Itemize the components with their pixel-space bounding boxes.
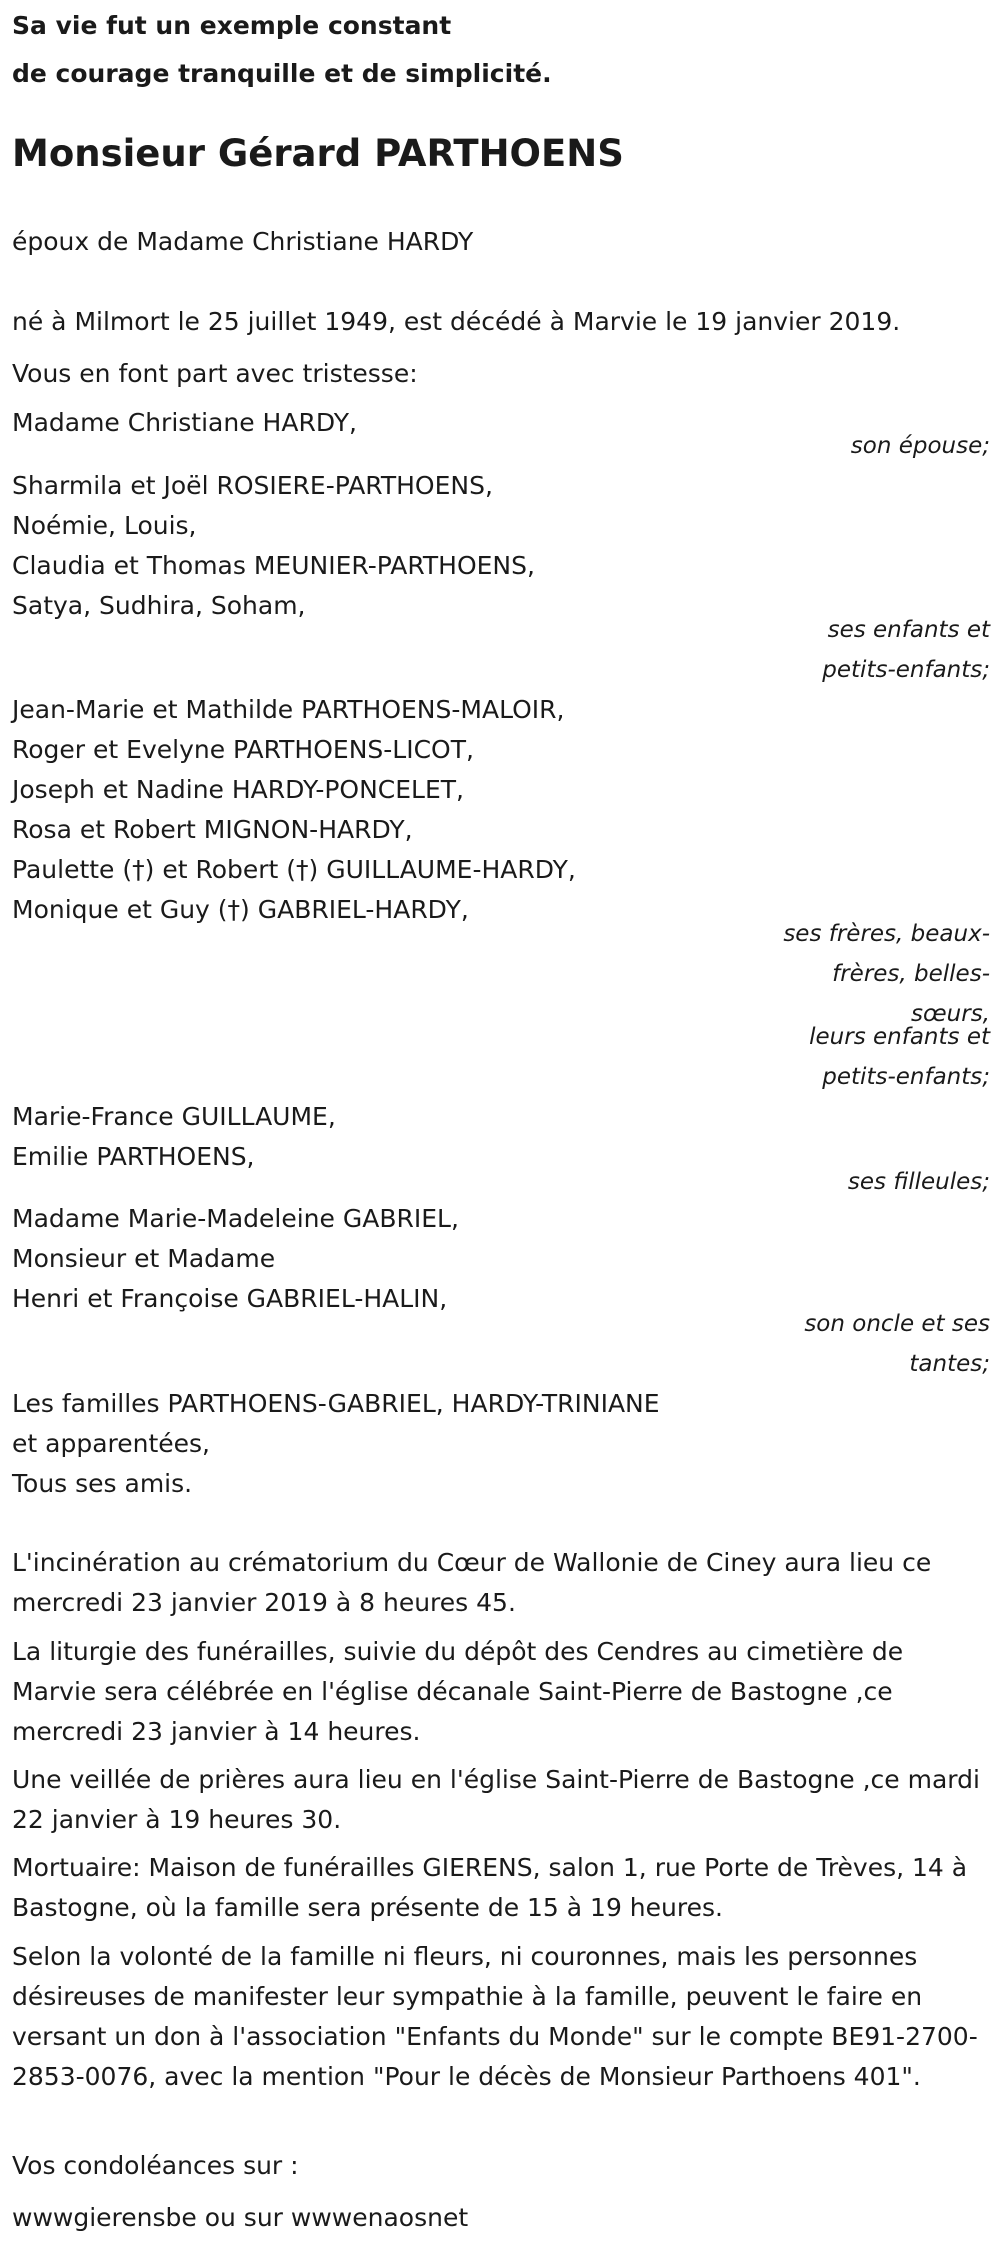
family-name: Emilie PARTHOENS, — [12, 1142, 255, 1171]
relation-label: ses enfants et — [827, 617, 990, 643]
relation-label: petits-enfants; — [822, 657, 990, 683]
relation-label: son épouse; — [850, 433, 990, 459]
birth-death-line: né à Milmort le 25 juillet 1949, est décédé à Marvie le 19 janvier 2019. — [12, 307, 901, 336]
relation-label: leurs enfants et — [809, 1024, 990, 1050]
family-name: Paulette (†) et Robert (†) GUILLAUME-HARDY, — [12, 855, 576, 884]
family-name: Noémie, Louis, — [12, 511, 197, 540]
cremation-paragraph: L'incinération au crématorium du Cœur de Wallonie de Ciney aura lieu ce mercredi 23 janvier 2019 à 8 heures 45. — [12, 1548, 932, 1617]
family-name: Tous ses amis. — [12, 1469, 193, 1498]
quote-line-1: Sa vie fut un exemple constant — [12, 11, 452, 40]
relation-label: sœurs, — [911, 1001, 990, 1027]
family-name: Henri et Françoise GABRIEL-HALIN, — [12, 1284, 448, 1313]
mortuary-paragraph: Mortuaire: Maison de funérailles GIERENS, salon 1, rue Porte de Trèves, 14 à Bastogne, où la famille sera présente de 15 à 19 heures. — [12, 1853, 968, 1922]
relation-label: frères, belles- — [832, 961, 990, 987]
family-name: Madame Christiane HARDY, — [12, 408, 357, 437]
liturgy-paragraph: La liturgie des funérailles, suivie du dépôt des Cendres au cimetière de Marvie sera célébrée en l'église décanale Saint-Pierre de Bastogne ,ce mercredi 23 janvier à 14 heures. — [12, 1637, 904, 1746]
relation-label: petits-enfants; — [822, 1064, 990, 1090]
condolences-sites: wwwgierensbe ou sur wwwenaosnet — [12, 2203, 469, 2232]
announce-intro: Vous en font part avec tristesse: — [12, 359, 418, 388]
relation-label: ses frères, beaux- — [783, 921, 990, 947]
family-name: Roger et Evelyne PARTHOENS-LICOT, — [12, 735, 474, 764]
spouse-line: époux de Madame Christiane HARDY — [12, 227, 474, 256]
donation-paragraph: Selon la volonté de la famille ni fleurs, ni couronnes, mais les personnes désireuses de manifester leur sympathie à la famille, peuvent le faire en versant un don à l'association "Enfants du Monde" sur le compte BE91-2700-2853-0076, avec la mention "Pour le décès de Monsieur Parthoens 401". — [12, 1942, 978, 2091]
family-name: Sharmila et Joël ROSIERE-PARTHOENS, — [12, 471, 493, 500]
family-name: Satya, Sudhira, Soham, — [12, 591, 306, 620]
family-name: Jean-Marie et Mathilde PARTHOENS-MALOIR, — [12, 695, 565, 724]
family-name: Monique et Guy (†) GABRIEL-HARDY, — [12, 895, 469, 924]
relation-label: son oncle et ses — [804, 1311, 990, 1337]
family-name: Monsieur et Madame — [12, 1244, 276, 1273]
family-name: Madame Marie-Madeleine GABRIEL, — [12, 1204, 459, 1233]
family-name: Joseph et Nadine HARDY-PONCELET, — [12, 775, 465, 804]
family-name: Claudia et Thomas MEUNIER-PARTHOENS, — [12, 551, 535, 580]
vigil-paragraph: Une veillée de prières aura lieu en l'église Saint-Pierre de Bastogne ,ce mardi 22 janvier à 19 heures 30. — [12, 1765, 980, 1834]
relation-label: tantes; — [909, 1351, 990, 1377]
family-name: Les familles PARTHOENS-GABRIEL, HARDY-TRINIANE — [12, 1389, 660, 1418]
deceased-name: Monsieur Gérard PARTHOENS — [12, 132, 624, 175]
condolences-label: Vos condoléances sur : — [12, 2151, 299, 2180]
relation-label: ses filleules; — [847, 1169, 990, 1195]
family-name: et apparentées, — [12, 1429, 210, 1458]
family-name: Rosa et Robert MIGNON-HARDY, — [12, 815, 413, 844]
quote-line-2: de courage tranquille et de simplicité. — [12, 59, 552, 88]
family-name: Marie-France GUILLAUME, — [12, 1102, 336, 1131]
